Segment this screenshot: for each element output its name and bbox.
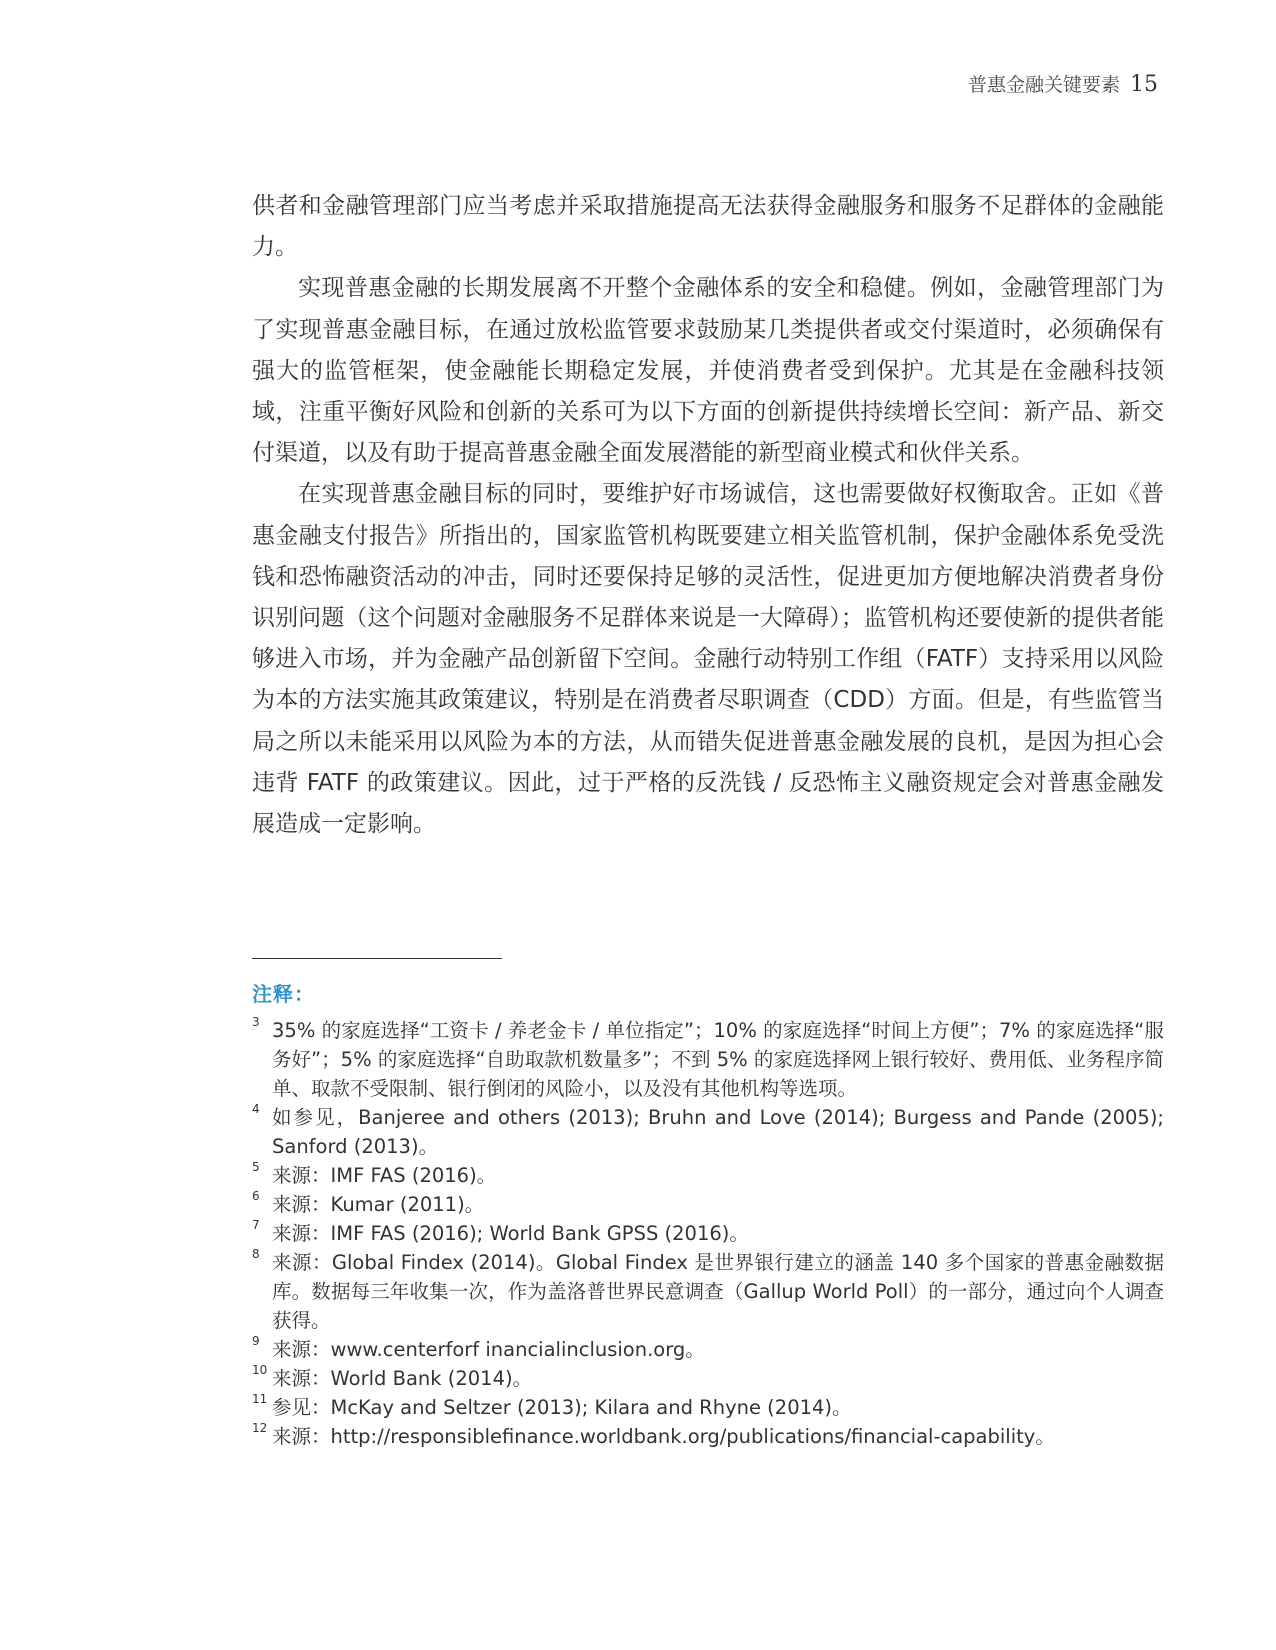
footnote-text: 来源：http://responsiblefinance.worldbank.org/publications/financial-capability。	[272, 1425, 1055, 1448]
footnote-marker: 4	[252, 1102, 260, 1116]
footnote-text: 来源：World Bank (2014)。	[272, 1367, 533, 1390]
footnote-marker: 11	[252, 1392, 268, 1406]
footnote-text: 来源：Global Findex (2014)。Global Findex 是世界银行建立的涵盖 140 多个国家的普惠金融数据库。数据每三年收集一次，作为盖洛普世界民意调查（Gallup World Poll）的一部分，通过向个人调查获得。	[272, 1251, 1164, 1332]
footnote-text: 来源：www.centerforf inancialinclusion.org。	[272, 1338, 705, 1361]
footnote-item	[252, 1016, 1164, 1103]
footnote-marker: 3	[252, 1015, 260, 1029]
body-paragraph: 供者和金融管理部门应当考虑并采取措施提高无法获得金融服务和服务不足群体的金融能力。	[252, 193, 1164, 261]
footnote-item	[252, 1248, 1164, 1335]
footnote-text: 35% 的家庭选择“工资卡 / 养老金卡 / 单位指定”；10% 的家庭选择“时间上方便”；7% 的家庭选择“服务好”；5% 的家庭选择“自助取款机数量多”；不到 5% 的家庭选择网上银行较好、费用低、业务程序简单、取款不受限制、银行倒闭的风险小，以及没有其他机构等选项。	[272, 1019, 1164, 1100]
footnote-marker: 10	[252, 1363, 268, 1377]
footnote-text: 如参见，Banjeree and others (2013); Bruhn and Love (2014); Burgess and Pande (2005); Sanford (2013)。	[272, 1106, 1164, 1158]
footnote-item	[252, 1190, 1164, 1219]
footnote-divider	[252, 958, 502, 959]
footnote-item	[252, 1393, 1164, 1422]
footnote-item	[252, 1219, 1164, 1248]
footnote-text: 来源：IMF FAS (2016); World Bank GPSS (2016)。	[272, 1222, 749, 1245]
footnote-text: 来源：IMF FAS (2016)。	[272, 1164, 497, 1187]
footnote-item	[252, 1422, 1164, 1451]
footnote-marker: 5	[252, 1160, 260, 1174]
footnote-item	[252, 1161, 1164, 1190]
footnote-item	[252, 1103, 1164, 1161]
footnote-marker: 7	[252, 1218, 260, 1232]
section-title: 普惠金融关键要素	[967, 74, 1120, 96]
footnote-item	[252, 1364, 1164, 1393]
footnote-text: 来源：Kumar (2011)。	[272, 1193, 485, 1216]
footnote-item	[252, 1335, 1164, 1364]
notes-heading: 注释：	[252, 982, 315, 1006]
footnote-marker: 9	[252, 1334, 260, 1348]
running-header	[968, 70, 1158, 97]
body-paragraph: 在实现普惠金融目标的同时，要维护好市场诚信，这也需要做好权衡取舍。正如《普惠金融支付报告》所指出的，国家监管机构既要建立相关监管机制，保护金融体系免受洗钱和恐怖融资活动的冲击，同时还要保持足够的灵活性，促进更加方便地解决消费者身份识别问题（这个问题对金融服务不足群体来说是一大障碍）；监管机构还要使新的提供者能够进入市场，并为金融产品创新留下空间。金融行动特别工作组（FATF）支持采用以风险为本的方法实施其政策建议，特别是在消费者尽职调查（CDD）方面。但是，有些监管当局之所以未能采用以风险为本的方法，从而错失促进普惠金融发展的良机，是因为担心会违背 FATF 的政策建议。因此，过于严格的反洗钱 / 反恐怖主义融资规定会对普惠金融发展造成一定影响。	[252, 481, 1164, 838]
footnote-list	[252, 1016, 1164, 1451]
body-paragraph: 实现普惠金融的长期发展离不开整个金融体系的安全和稳健。例如，金融管理部门为了实现普惠金融目标，在通过放松监管要求鼓励某几类提供者或交付渠道时，必须确保有强大的监管框架，使金融能长期稳定发展，并使消费者受到保护。尤其是在金融科技领域，注重平衡好风险和创新的关系可为以下方面的创新提供持续增长空间：新产品、新交付渠道，以及有助于提高普惠金融全面发展潜能的新型商业模式和伙伴关系。	[252, 275, 1164, 467]
main-body-text	[252, 186, 1164, 845]
page-number: 15	[1130, 72, 1158, 97]
footnote-marker: 6	[252, 1189, 260, 1203]
footnote-text: 参见：McKay and Seltzer (2013); Kilara and Rhyne (2014)。	[272, 1396, 852, 1419]
footnote-marker: 8	[252, 1247, 260, 1261]
footnote-marker: 12	[252, 1421, 268, 1435]
